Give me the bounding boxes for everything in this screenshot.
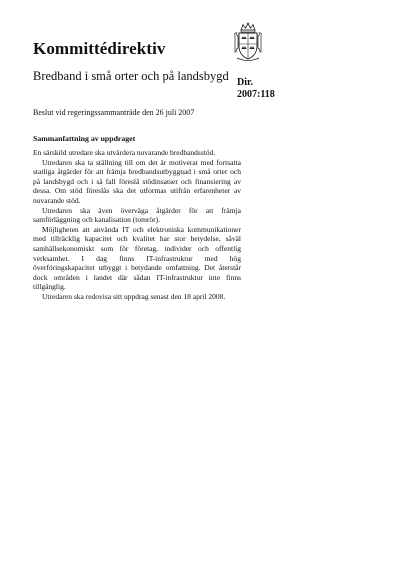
directive-number-block	[237, 77, 275, 101]
directive-number: 2007:118	[237, 89, 275, 100]
summary-paragraph: En särskild utredare ska utvärdera nuvarande bredbandsstöd.	[33, 148, 216, 157]
directive-label: Dir.	[237, 77, 254, 88]
summary-paragraph: Utredaren ska även överväga åtgärder för att främja samförläggning och kanalisation (tomrör).	[33, 205, 241, 225]
summary-paragraph: Möjligheten att använda IT och elektroniska kommunikationer med tillräcklig kapacitet och kvalitet har stor betydelse, såväl samhällsekonomiskt som för företag, individer och offentlig verksamhet. I dag finns IT-infrastruktur med hög överföringskapacitet utbyggt i betydande omfattning. Det återstår dock områden i landet där sådan IT-infrastruktur inte finns tillgänglig.	[33, 224, 241, 292]
swedish-coat-of-arms-icon	[232, 22, 264, 62]
summary-heading: Sammanfattning av uppdraget	[33, 134, 136, 143]
document-subtitle: Bredband i små orter och på landsbygd	[33, 69, 229, 83]
summary-paragraph: Utredaren ska ta ställning till om det är motiverat med fortsatta statliga åtgärder för att främja bredbandsutbyggnad i små orter och på landsbygd och i så fall föreslå stödinsatser och finansiering av dessa. Om stöd föreslås ska det utformas utifrån erfarenheter av nuvarande stöd.	[33, 157, 241, 205]
document-title: Kommittédirektiv	[33, 39, 166, 58]
summary-section	[33, 134, 241, 302]
summary-paragraph: Utredaren ska redovisa sitt uppdrag senast den 18 april 2008.	[42, 291, 226, 301]
decision-date-line: Beslut vid regeringssammanträde den 26 juli 2007	[33, 108, 195, 117]
